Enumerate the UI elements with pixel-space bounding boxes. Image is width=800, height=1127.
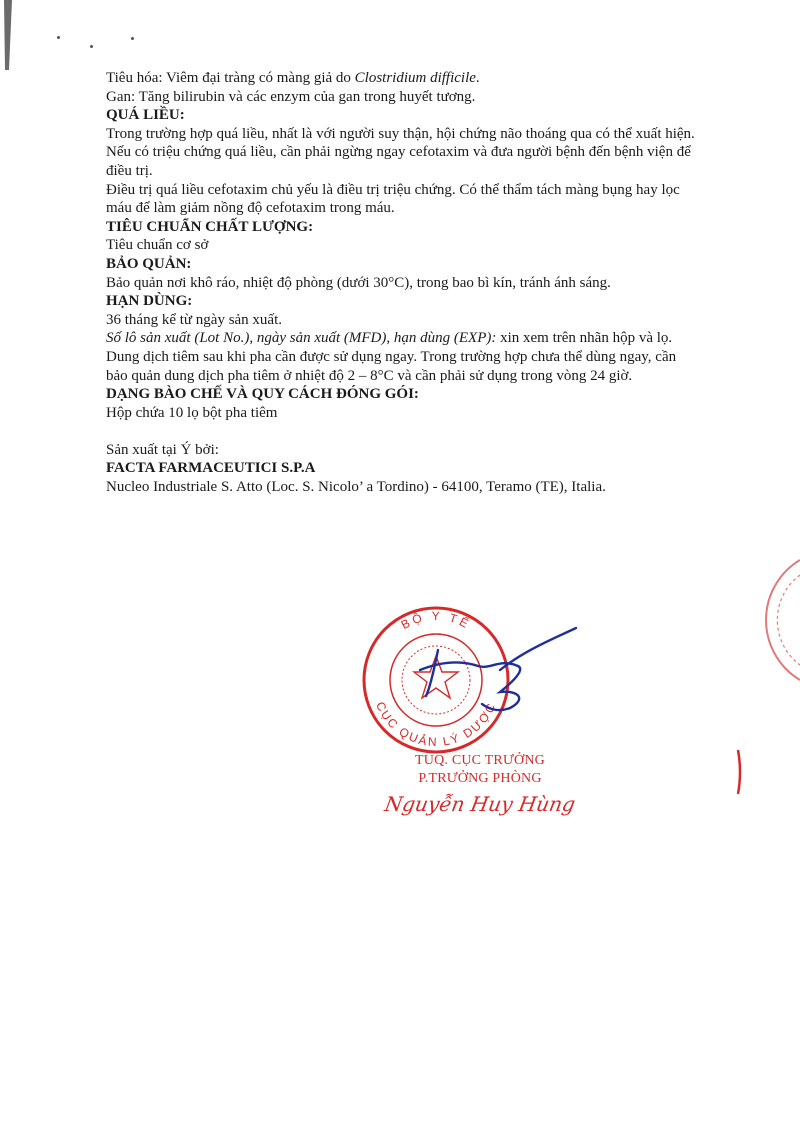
partial-stamp-right [760, 555, 800, 685]
signer-title: TUQ. CỤC TRƯỞNG [415, 753, 545, 768]
text-line: Bảo quản nơi khô ráo, nhiệt độ phòng (dưới 30°C), trong bao bì kín, tránh ánh sáng. [106, 274, 611, 291]
official-seal [350, 600, 580, 760]
svg-text:CỤC QUẢN LÝ DƯỢC [373, 700, 499, 750]
text-line: Nếu có triệu chứng quá liều, cần phải ngừng ngay cefotaxim và đưa người bệnh đến bệnh viện để [106, 144, 691, 161]
text-line: điều trị. [106, 162, 153, 179]
text-line: Điều trị quá liều cefotaxim chủ yếu là điều trị triệu chứng. Có thể thẩm tách màng bụng hay lọc [106, 181, 680, 198]
spacer [106, 422, 766, 441]
section-heading-overdose: QUÁ LIỀU: [106, 107, 185, 124]
scan-speck [90, 45, 93, 48]
text-line: Tiêu chuẩn cơ sở [106, 237, 209, 254]
manufacturer-address: Nucleo Industriale S. Atto (Loc. S. Nicolo’ a Tordino) - 64100, Teramo (TE), Italia. [106, 479, 606, 496]
text-line: Gan: Tăng bilirubin và các enzym của gan trong huyết tương. [106, 88, 476, 105]
text-span-italic: Clostridium difficile [354, 70, 476, 86]
text-line: máu để làm giảm nồng độ cefotaxim trong máu. [106, 200, 395, 217]
scan-speck [57, 36, 60, 39]
text-line: Sản xuất tại Ý bởi: [106, 441, 219, 458]
section-heading-dosage-form: DẠNG BÀO CHẾ VÀ QUY CÁCH ĐÓNG GÓI: [106, 386, 419, 403]
section-heading-storage: BẢO QUẢN: [106, 255, 192, 272]
section-heading-quality: TIÊU CHUẨN CHẤT LƯỢNG: [106, 218, 314, 235]
text-line: 36 tháng kể từ ngày sản xuất. [106, 311, 283, 328]
text-line [106, 329, 766, 348]
text-line: Trong trường hợp quá liều, nhất là với người suy thận, hội chứng não thoáng qua có thể xuất hiện. [106, 125, 695, 142]
red-edge-mark [733, 748, 745, 796]
text-line: bảo quản dung dịch pha tiêm ở nhiệt độ 2 – 8°C và cần phải sử dụng trong vòng 24 giờ. [106, 367, 633, 384]
seal-bottom-text: CỤC QUẢN LÝ DƯỢC [373, 699, 499, 750]
seal-top-text: BỘ Y TẾ [398, 608, 474, 633]
section-heading-expiry: HẠN DÙNG: [106, 293, 193, 310]
text-span-italic: Số lô sản xuất (Lot No.), ngày sản xuất (MFD), hạn dùng (EXP): [106, 330, 497, 347]
manufacturer-name: FACTA FARMACEUTICI S.P.A [106, 460, 316, 477]
text-line: Dung dịch tiêm sau khi pha cần được sử dụng ngay. Trong trường hợp chưa thể dùng ngay, cần [106, 348, 677, 365]
document-body [106, 69, 766, 497]
text-span: . [475, 70, 480, 86]
signer-name: Nguyễn Huy Hùng [382, 792, 578, 816]
signature-block [380, 752, 580, 816]
text-line [106, 69, 766, 88]
scan-speck [131, 37, 134, 40]
text-span: xin xem trên nhãn hộp và lọ. [496, 330, 673, 347]
text-span: Tiêu hóa: Viêm đại tràng có màng giả do [106, 70, 355, 86]
scan-edge-mark [0, 0, 20, 70]
signature-stroke [420, 628, 576, 710]
signer-position: P.TRƯỞNG PHÒNG [418, 771, 542, 786]
text-line: Hộp chứa 10 lọ bột pha tiêm [106, 404, 278, 421]
